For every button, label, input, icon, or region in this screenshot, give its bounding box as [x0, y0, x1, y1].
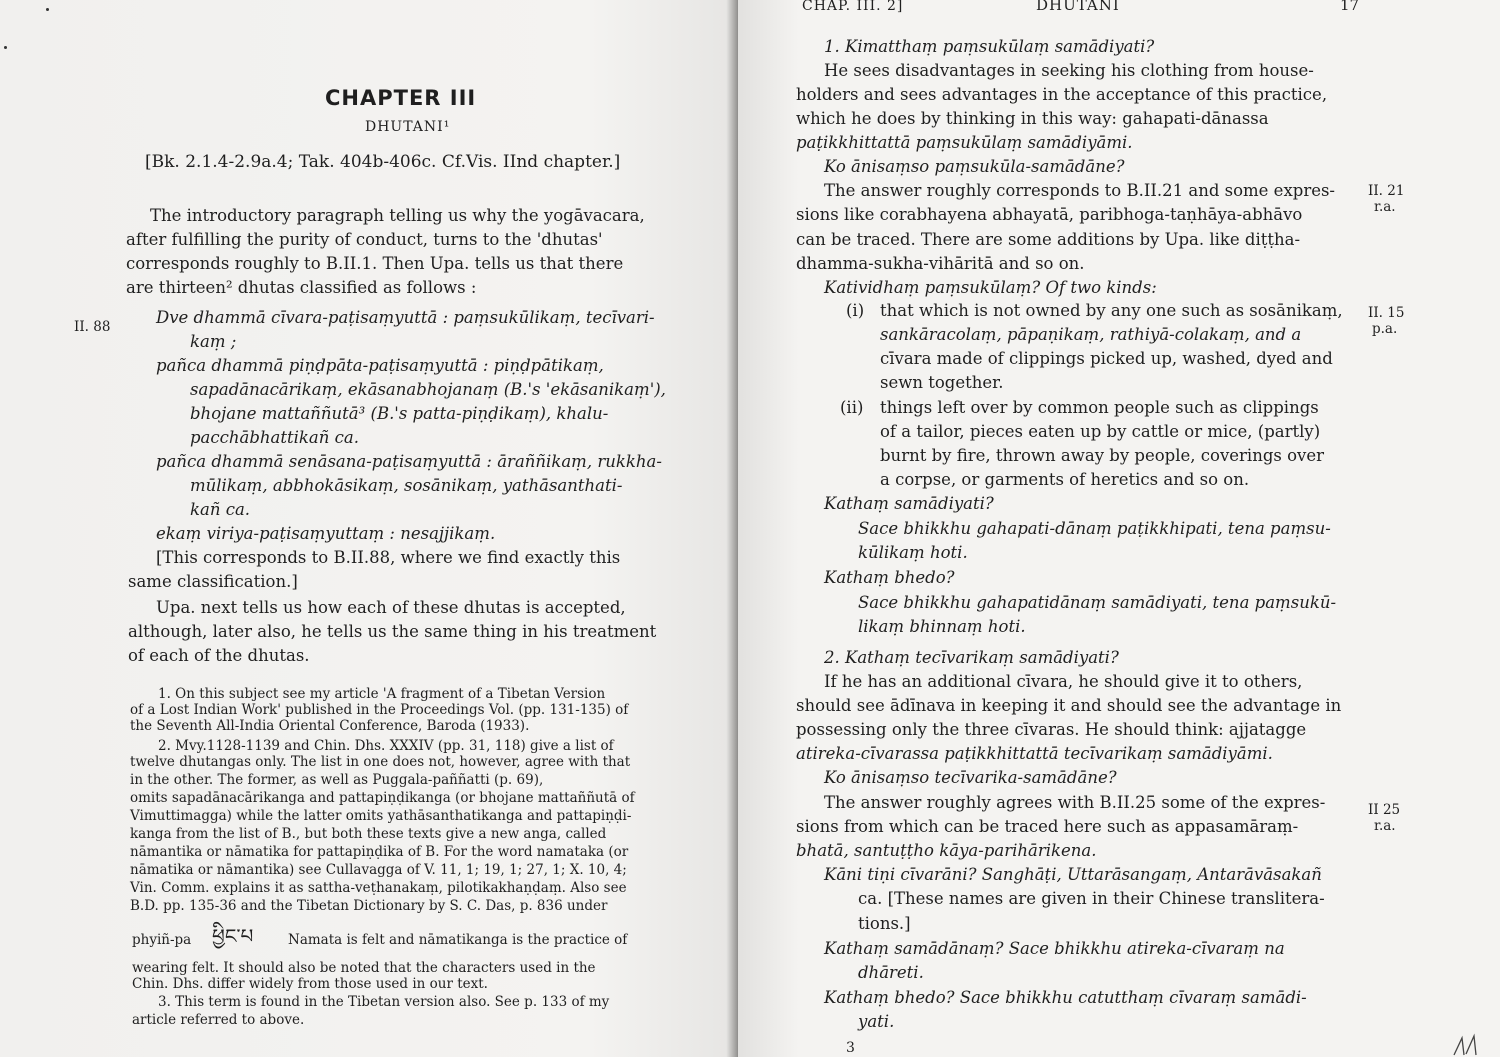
page-number: 17	[1340, 0, 1360, 14]
footnote-line: omits sapadānacārikanga and pattapiṇḍikanga (or bhojane mattaññutā of	[130, 790, 635, 806]
text-line: cīvara made of clippings picked up, washed, dyed and	[880, 349, 1333, 368]
footnote-line: nāmantika or nāmatika for pattapiṇḍika of B. For the word namataka (or	[130, 844, 629, 860]
text-line: The answer roughly corresponds to B.II.21 and some expres-	[824, 181, 1336, 200]
footnote-line: B.D. pp. 135-36 and the Tibetan Dictionary by S. C. Das, p. 836 under	[130, 898, 608, 914]
intro-line: are thirteen² dhutas classified as follows :	[126, 278, 477, 297]
text-line: 1. Kimatthaṃ paṃsukūlaṃ samādiyati?	[824, 37, 1155, 56]
text-line: yati.	[858, 1012, 895, 1031]
text-line: He sees disadvantages in seeking his clothing from house-	[824, 61, 1314, 80]
specks	[46, 8, 49, 11]
pencil-mark	[1448, 1030, 1488, 1057]
text-line: If he has an additional cīvara, he should give it to others,	[824, 672, 1303, 691]
footnote-line: wearing felt. It should also be noted that the characters used in the	[132, 960, 596, 976]
text-line: which he does by thinking in this way: gahapati-dānassa	[796, 109, 1269, 128]
footnote-line: Vimuttimagga) while the latter omits yathāsanthatikanga and pattapiṇḍi-	[130, 808, 632, 824]
verse-line: Dve dhammā cīvara-paṭisaṃyuttā : paṃsukūlikaṃ, tecīvari-	[156, 308, 655, 327]
text-line: atireka-cīvarassa paṭikkhittattā tecīvarikaṃ samādiyāmi.	[796, 744, 1273, 763]
text-line: should see ādīnava in keeping it and should see the advantage in	[796, 696, 1342, 715]
text-line: Kathaṃ bhedo? Sace bhikkhu catutthaṃ cīvaraṃ samādi-	[824, 988, 1307, 1007]
verse-line: pacchābhattikañ ca.	[190, 428, 359, 447]
text-line: can be traced. There are some additions by Upa. like diṭṭha-	[796, 230, 1301, 249]
body-line: although, later also, he tells us the same thing in his treatment	[128, 622, 657, 641]
footnote-line: 3. This term is found in the Tibetan version also. See p. 133 of my	[158, 994, 610, 1010]
body-line: of each of the dhutas.	[128, 646, 310, 665]
text-line: things left over by common people such as clippings	[880, 398, 1319, 417]
text-line: dhamma-sukha-vihāritā and so on.	[796, 254, 1085, 273]
footnote-line: article referred to above.	[132, 1012, 305, 1028]
text-line: that which is not owned by any one such as sosānikaṃ,	[880, 301, 1343, 320]
text-line: dhāreti.	[858, 963, 924, 982]
text-line: kūlikaṃ hoti.	[858, 543, 968, 562]
text-line: of a tailor, pieces eaten up by cattle or mice, (partly)	[880, 422, 1321, 441]
text-line: 2. Kathaṃ tecīvarikaṃ samādiyati?	[824, 648, 1119, 667]
reference-line: [Bk. 2.1.4-2.9a.4; Tak. 404b-406c. Cf.Vis. IInd chapter.]	[145, 152, 621, 172]
footnote-line: Chin. Dhs. differ widely from those used in our text.	[132, 976, 488, 992]
margin-note: r.a.	[1374, 199, 1396, 215]
text-line: sankāracolaṃ, pāpaṇikaṃ, rathiyā-colakaṃ, and a	[880, 325, 1302, 344]
text-line: ca. [These names are given in their Chinese translitera-	[858, 889, 1325, 908]
verse-line: mūlikaṃ, abbhokāsikaṃ, sosānikaṃ, yathāsanthati-	[190, 476, 623, 495]
text-line: Kāni tiṇi cīvarāni? Sanghāṭi, Uttarāsangaṃ, Antarāvāsakañ	[824, 865, 1322, 884]
text-line: Ko ānisaṃso paṃsukūla-samādāne?	[824, 157, 1125, 176]
tibetan-word: ཕྱིང་པ	[212, 924, 254, 948]
verse-line: kañ ca.	[190, 500, 251, 519]
margin-note: p.a.	[1372, 321, 1398, 337]
footnote-line: in the other. The former, as well as Puggala-paññatti (p. 69),	[130, 772, 544, 788]
verse-line: ekaṃ viriya-paṭisaṃyuttaṃ : nesajjikaṃ.	[156, 524, 496, 543]
intro-line: after fulfilling the purity of conduct, turns to the 'dhutas'	[126, 230, 603, 249]
text-line: a corpse, or garments of heretics and so on.	[880, 470, 1250, 489]
list-marker: (i)	[846, 301, 865, 320]
running-head-center: DHUTANI	[1036, 0, 1120, 14]
text-line: sions like corabhayena abhayatā, paribhoga-taṇhāya-abhāvo	[796, 205, 1303, 224]
text-line: bhatā, santuṭṭho kāya-parihārikena.	[796, 841, 1097, 860]
text-line: sions from which can be traced here such as appasamāraṃ-	[796, 817, 1299, 836]
text-line: Sace bhikkhu gahapatidānaṃ samādiyati, tena paṃsukū-	[858, 593, 1337, 612]
text-line: paṭikkhittattā paṃsukūlaṃ samādiyāmi.	[796, 133, 1133, 152]
running-head-left: CHAP. III. 2]	[802, 0, 904, 14]
verse-line: pañca dhammā piṇḍpāta-paṭisaṃyuttā : piṇḍpātikaṃ,	[156, 356, 604, 375]
footnote-line: the Seventh All-India Oriental Conference, Baroda (1933).	[130, 718, 530, 734]
margin-note: II. 21	[1368, 183, 1405, 199]
left-page	[0, 0, 738, 1057]
text-line: sewn together.	[880, 373, 1004, 392]
body-line: [This corresponds to B.II.88, where we find exactly this	[156, 548, 621, 567]
footnote-line: Vin. Comm. explains it as sattha-veṭhanakaṃ, pilotikakhaṇḍaṃ. Also see	[130, 880, 627, 896]
right-page	[738, 0, 1500, 1057]
footnote-line: kanga from the list of B., but both these texts give a new anga, called	[130, 826, 607, 842]
footnote-line: nāmatika or nāmantika) see Cullavagga of V. 11, 1; 19, 1; 27, 1; X. 10, 4;	[130, 862, 627, 878]
margin-note: II 25	[1368, 802, 1401, 818]
chapter-title: CHAPTER III	[325, 86, 477, 110]
text-line: Kathaṃ samādānaṃ? Sace bhikkhu atireka-cīvaraṃ na	[824, 939, 1285, 958]
text-line: Kathaṃ samādiyati?	[824, 494, 994, 513]
text-line: holders and sees advantages in the acceptance of this practice,	[796, 85, 1328, 104]
verse-line: kaṃ ;	[190, 332, 237, 351]
intro-line: The introductory paragraph telling us why the yogāvacara,	[150, 206, 645, 225]
margin-note: II. 15	[1368, 305, 1405, 321]
body-line: same classification.]	[128, 572, 298, 591]
verse-line: sapadānacārikaṃ, ekāsanabhojanaṃ (B.'s 'ekāsanikaṃ'),	[190, 380, 666, 399]
signature-mark: 3	[846, 1040, 855, 1056]
specks	[4, 46, 7, 49]
footnote-line: 1. On this subject see my article 'A fragment of a Tibetan Version	[158, 686, 606, 702]
text-line: Ko ānisaṃso tecīvarika-samādāne?	[824, 768, 1117, 787]
margin-note: r.a.	[1374, 818, 1396, 834]
text-line: The answer roughly agrees with B.II.25 some of the expres-	[824, 793, 1326, 812]
text-line: Sace bhikkhu gahapati-dānaṃ paṭikkhipati, tena paṃsu-	[858, 519, 1331, 538]
list-marker: (ii)	[840, 398, 864, 417]
text-line: likaṃ bhinnaṃ hoti.	[858, 617, 1026, 636]
verse-line: bhojane mattaññutā³ (B.'s patta-piṇḍikaṃ), khalu-	[190, 404, 609, 423]
chapter-subtitle: DHUTANI¹	[365, 119, 451, 135]
footnote-line: Namata is felt and nāmatikanga is the practice of	[288, 932, 628, 948]
verse-line: pañca dhammā senāsana-paṭisaṃyuttā : āraññikaṃ, rukkha-	[156, 452, 662, 471]
text-line: tions.]	[858, 914, 911, 933]
text-line: Katividhaṃ paṃsukūlaṃ? Of two kinds:	[824, 278, 1157, 297]
text-line: burnt by fire, thrown away by people, coverings over	[880, 446, 1325, 465]
footnote-line: of a Lost Indian Work' published in the Proceedings Vol. (pp. 131-135) of	[130, 702, 629, 718]
footnote-line: 2. Mvy.1128-1139 and Chin. Dhs. XXXIV (pp. 31, 118) give a list of	[158, 738, 614, 754]
footnote-line: phyiñ-pa	[132, 932, 192, 948]
footnote-line: twelve dhutangas only. The list in one does not, however, agree with that	[130, 754, 631, 770]
body-line: Upa. next tells us how each of these dhutas is accepted,	[156, 598, 626, 617]
text-line: Kathaṃ bhedo?	[824, 568, 955, 587]
intro-line: corresponds roughly to B.II.1. Then Upa. tells us that there	[126, 254, 624, 273]
text-line: possessing only the three cīvaras. He should think: ajjatagge	[796, 720, 1307, 739]
margin-note: II. 88	[74, 319, 111, 335]
